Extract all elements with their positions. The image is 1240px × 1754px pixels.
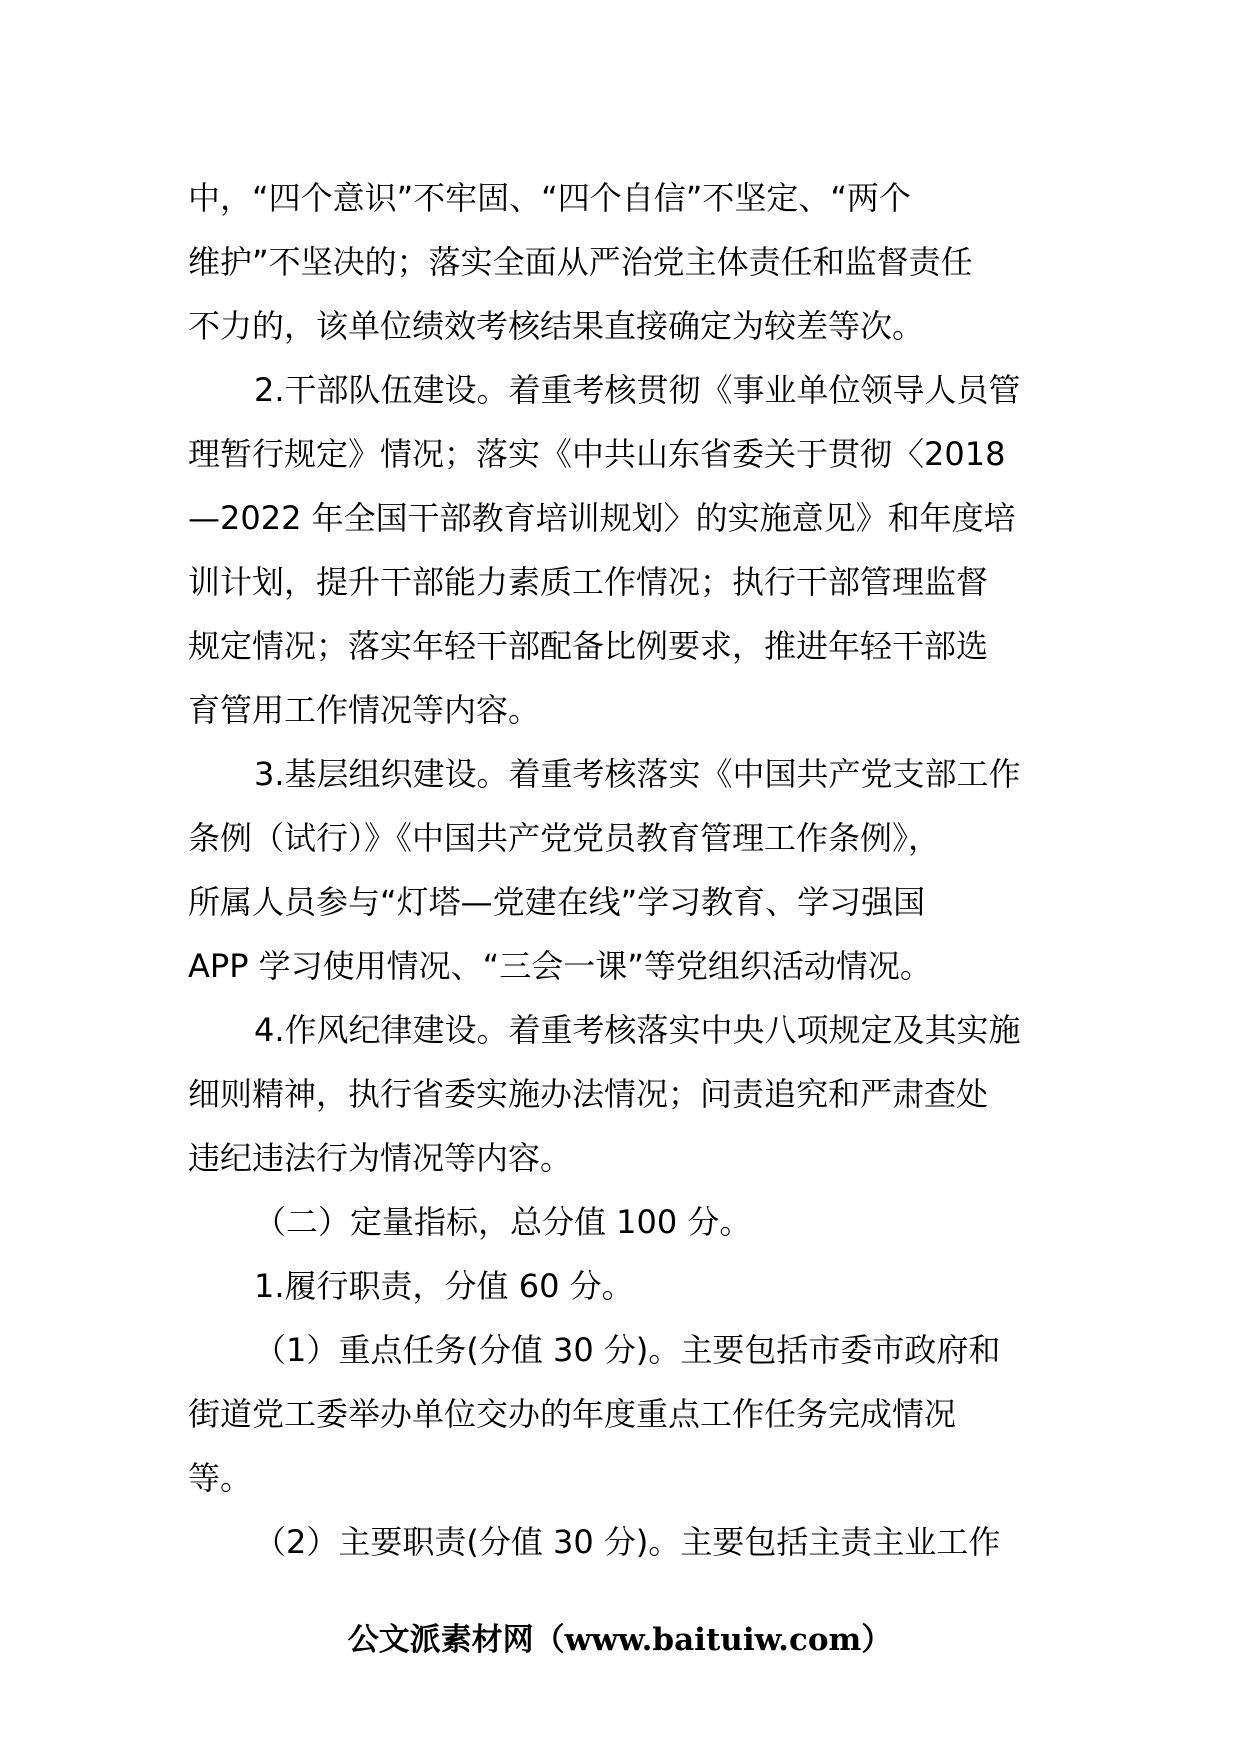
document-line: 街道党工委举办单位交办的年度重点工作任务完成情况 xyxy=(188,1395,957,1433)
document-line: —2022 年全国干部教育培训规划〉的实施意见》和年度培 xyxy=(188,499,1016,537)
document-line: 育管用工作情况等内容。 xyxy=(188,691,541,729)
document-line: 理暂行规定》情况；落实《中共山东省委关于贯彻〈2018 xyxy=(188,435,1006,473)
document-line: 细则精神，执行省委实施办法情况；问责追究和严肃查处 xyxy=(188,1075,989,1113)
document-line: （1）重点任务(分值 30 分)。主要包括市委市政府和 xyxy=(254,1331,1001,1369)
document-body xyxy=(188,166,1062,1574)
document-line: 所属人员参与“灯塔—党建在线”学习教育、学习强国 xyxy=(188,883,926,921)
document-line: （二）定量指标，总分值 100 分。 xyxy=(254,1203,752,1241)
document-line: 4.作风纪律建设。着重考核落实中央八项规定及其实施 xyxy=(254,1011,1021,1049)
document-line: 中，“四个意识”不牢固、“四个自信”不坚定、“两个 xyxy=(188,179,911,217)
document-line: 规定情况；落实年轻干部配备比例要求，推进年轻干部选 xyxy=(188,627,989,665)
footer-watermark: 公文派素材网（www.baituiw.com） xyxy=(347,1622,893,1658)
document-line: 3.基层组织建设。着重考核落实《中国共产党支部工作 xyxy=(254,755,1021,793)
document-line: 不力的，该单位绩效考核结果直接确定为较差等次。 xyxy=(188,307,925,345)
document-line: 等。 xyxy=(188,1459,253,1497)
document-line: 维护”不坚决的；落实全面从严治党主体责任和监督责任 xyxy=(188,243,973,281)
document-line: （2）主要职责(分值 30 分)。主要包括主责主业工作 xyxy=(254,1523,1001,1561)
document-line: 1.履行职责，分值 60 分。 xyxy=(254,1267,634,1305)
document-line: 违纪违法行为情况等内容。 xyxy=(188,1139,573,1177)
document-line: 2.干部队伍建设。着重考核贯彻《事业单位领导人员管 xyxy=(254,371,1021,409)
document-line: APP 学习使用情况、“三会一课”等党组织活动情况。 xyxy=(188,947,932,985)
document-line: 训计划，提升干部能力素质工作情况；执行干部管理监督 xyxy=(188,563,989,601)
document-line: 条例（试行）》《中国共产党党员教育管理工作条例》， xyxy=(188,819,941,857)
